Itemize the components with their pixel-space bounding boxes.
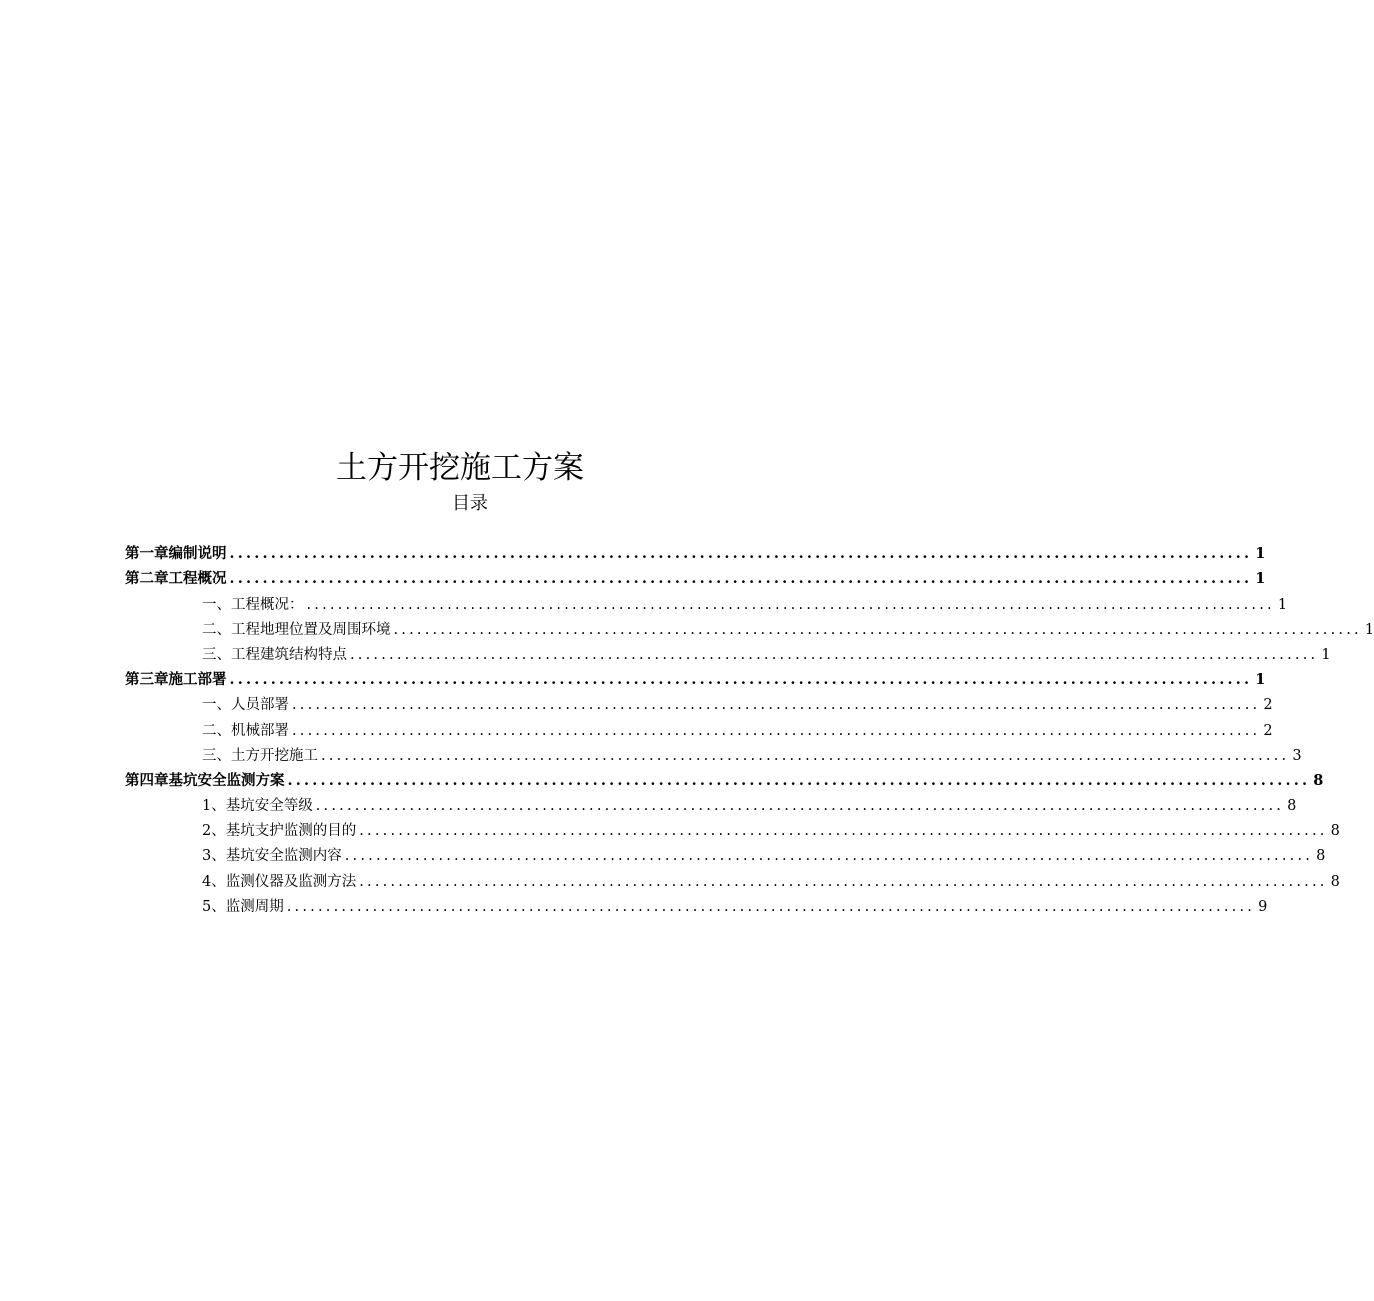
toc-dot-leader: ............................................................................................................................ (292, 722, 1261, 739)
toc-entry-label: 1、基坑安全等级 (202, 798, 313, 815)
toc-page-number: 1 (1255, 545, 1266, 563)
toc-page-number: 8 (1287, 798, 1297, 815)
toc-entry[interactable] (125, 639, 1331, 664)
toc-entry-label: 基坑安全监测方案 (168, 771, 285, 789)
toc-entry[interactable] (125, 689, 1273, 714)
toc-dot-leader: ............................................................................................................................ (393, 621, 1362, 638)
toc-entry[interactable] (125, 563, 1266, 588)
toc-page-number: 2 (1263, 697, 1273, 714)
document-title: 土方开挖施工方案 (336, 450, 584, 486)
toc-dot-leader: ............................................................................................................................ (286, 898, 1256, 915)
toc-dot-leader: ............................................................................................................................ (229, 671, 1253, 689)
toc-dot-leader: ............................................................................................................................ (350, 646, 1319, 663)
toc-dot-leader: ............................................................................................................................ (306, 596, 1275, 613)
toc-entry[interactable] (125, 891, 1268, 916)
toc-entry[interactable] (125, 588, 1288, 613)
toc-entry-label: 一、人员部署 (202, 697, 289, 714)
toc-dot-leader: ............................................................................................................................ (359, 873, 1328, 890)
toc-entry-label: 4、监测仪器及监测方法 (202, 873, 357, 890)
toc-dot-leader: ............................................................................................................................ (359, 823, 1328, 840)
toc-entry-label: 编制说明 (168, 545, 227, 563)
toc-page-number: 1 (1255, 671, 1266, 689)
toc-entry-label: 二、机械部署 (202, 722, 289, 739)
toc-page-number: 3 (1292, 747, 1302, 764)
table-of-contents (125, 538, 1374, 916)
toc-entry[interactable] (125, 865, 1340, 890)
toc-entry-label: 3、基坑安全监测内容 (202, 848, 342, 865)
toc-entry[interactable] (125, 714, 1273, 739)
toc-dot-leader: ............................................................................................................................ (229, 570, 1253, 588)
toc-entry-label: 二、工程地理位置及周围环境 (202, 621, 391, 638)
toc-dot-leader: ............................................................................................................................ (287, 771, 1311, 789)
toc-heading: 目录 (452, 493, 488, 514)
toc-entry-label: 2、基坑支护监测的目的 (202, 823, 357, 840)
toc-page-number: 2 (1263, 722, 1273, 739)
toc-entry[interactable] (125, 840, 1326, 865)
toc-page-number: 1 (1277, 596, 1288, 613)
toc-chapter-number: 第四章 (125, 771, 169, 789)
toc-chapter-number: 第一章 (125, 545, 169, 563)
toc-page-number: 1 (1364, 621, 1374, 638)
toc-entry-label: 5、监测周期 (202, 898, 284, 915)
toc-dot-leader: ............................................................................................................................ (344, 848, 1314, 865)
toc-entry[interactable] (125, 790, 1297, 815)
toc-page-number: 8 (1313, 771, 1324, 789)
toc-entry[interactable] (125, 664, 1266, 689)
toc-entry[interactable] (125, 740, 1302, 765)
toc-entry-label: 一、工程概况： (202, 596, 304, 613)
toc-dot-leader: ............................................................................................................................ (321, 747, 1290, 764)
toc-entry-label: 三、土方开挖施工 (202, 747, 318, 764)
toc-page-number: 8 (1330, 873, 1340, 890)
toc-page-number: 8 (1330, 823, 1340, 840)
toc-entry-label: 施工部署 (168, 671, 227, 689)
toc-dot-leader: ............................................................................................................................ (292, 697, 1261, 714)
toc-entry-label: 三、工程建筑结构特点 (202, 646, 347, 663)
toc-chapter-number: 第三章 (125, 671, 169, 689)
toc-page-number: 8 (1316, 848, 1326, 865)
toc-page-number: 9 (1258, 898, 1268, 915)
toc-dot-leader: ............................................................................................................................ (315, 798, 1285, 815)
toc-page-number: 1 (1255, 570, 1266, 588)
toc-entry[interactable] (125, 765, 1324, 790)
toc-dot-leader: ............................................................................................................................ (229, 545, 1253, 563)
toc-page-number: 1 (1321, 646, 1331, 663)
toc-entry[interactable] (125, 538, 1266, 563)
toc-entry[interactable] (125, 815, 1340, 840)
toc-entry-label: 第二章工程概况 (125, 570, 227, 588)
toc-entry[interactable] (125, 614, 1374, 639)
